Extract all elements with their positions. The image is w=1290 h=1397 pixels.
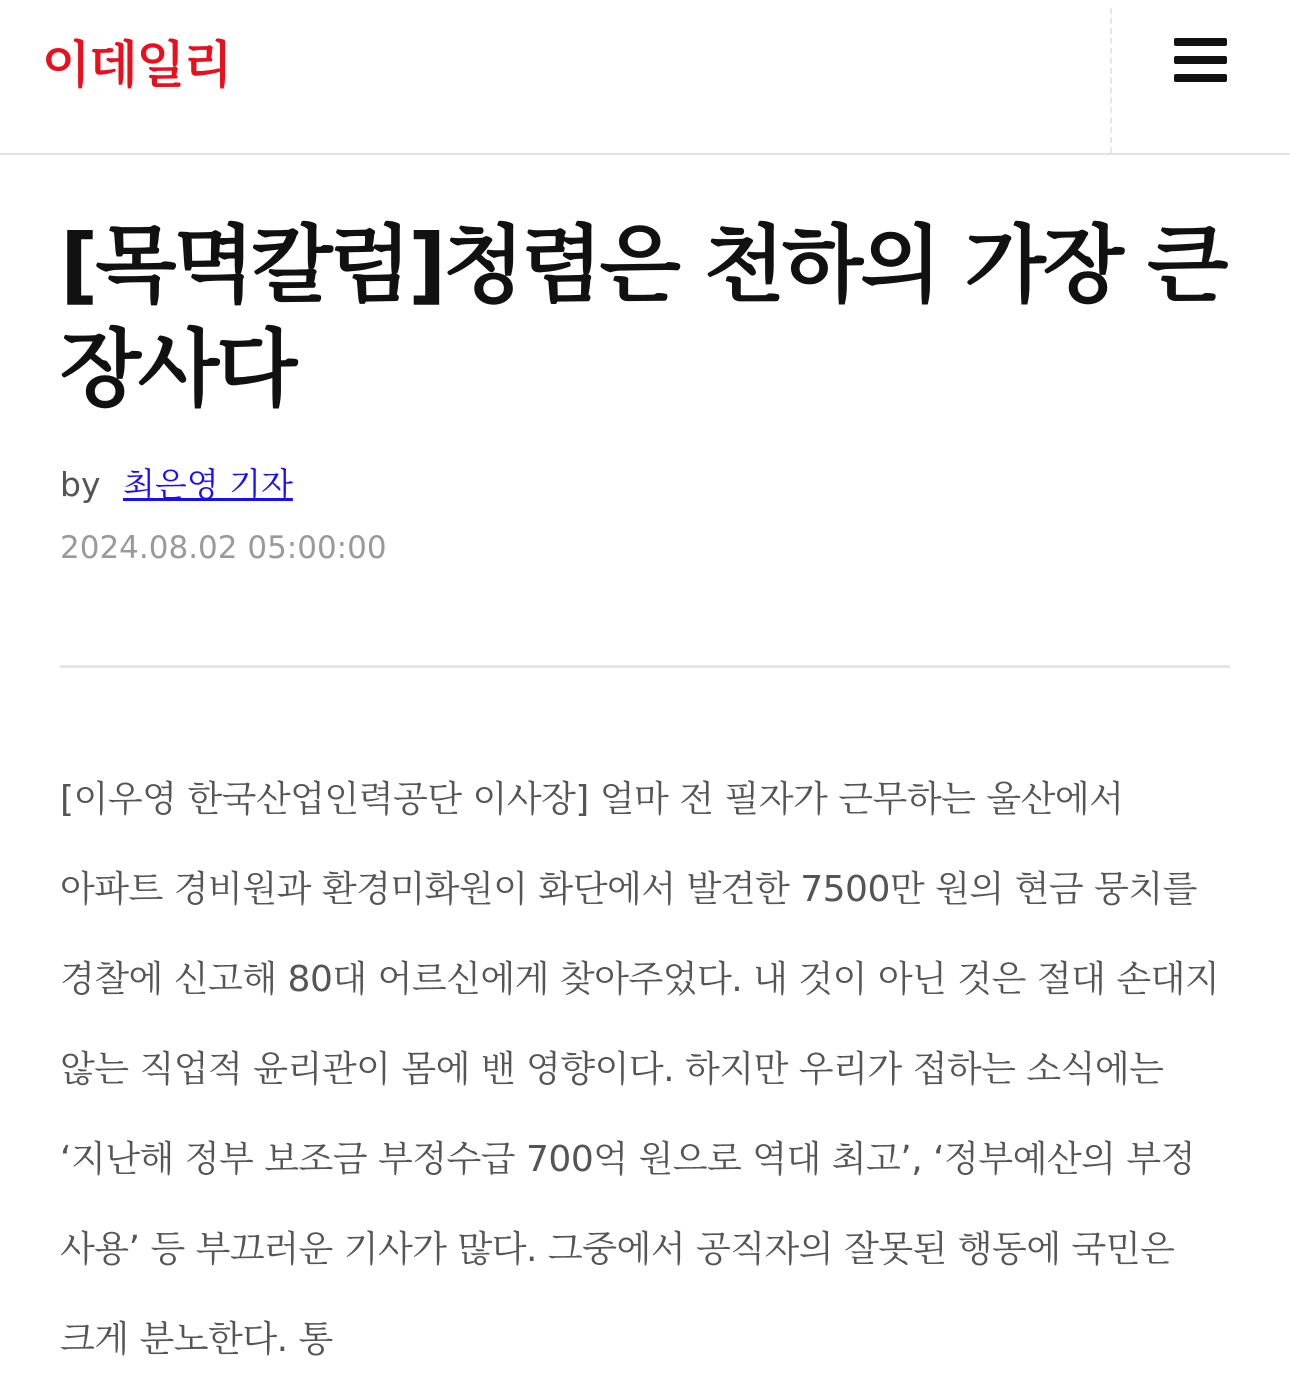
byline-prefix: by xyxy=(60,465,101,504)
article-body: [이우영 한국산업인력공단 이사장] 얼마 전 필자가 근무하는 울산에서 아파트 경비원과 환경미화원이 화단에서 발견한 7500만 원의 현금 뭉치를 경찰에 신고해 80대 어르신에게 찾아주었다. 내 것이 아닌 것은 절대 손대지 않는 직업적 윤리관이 몸에 밴 영향이다. 하지만 우리가 접하는 소식에는 ‘지난해 정부 보조금 부정수급 700억 원으로 역대 최고’, ‘정부예산의 부정 사용’ 등 부끄러운 기사가 많다. 그중에서 공직자의 잘못된 행동에 국민은 크게 분노한다. 통 xyxy=(60,779,1220,1360)
author-link[interactable]: 최은영 기자 xyxy=(122,465,293,504)
menu-bar xyxy=(1174,74,1227,82)
article-title: [목멱칼럼]청렴은 천하의 가장 큰 장사다 xyxy=(60,216,1226,418)
site-logo[interactable]: 이데일리 xyxy=(42,36,232,94)
menu-bar xyxy=(1174,38,1227,46)
header-divider xyxy=(1110,8,1112,153)
hamburger-menu-icon[interactable] xyxy=(1174,37,1228,83)
menu-bar xyxy=(1174,56,1227,64)
byline xyxy=(60,462,293,508)
site-header xyxy=(0,0,1290,155)
publish-date: 2024.08.02 05:00:00 xyxy=(60,530,387,566)
article-divider xyxy=(60,665,1230,668)
